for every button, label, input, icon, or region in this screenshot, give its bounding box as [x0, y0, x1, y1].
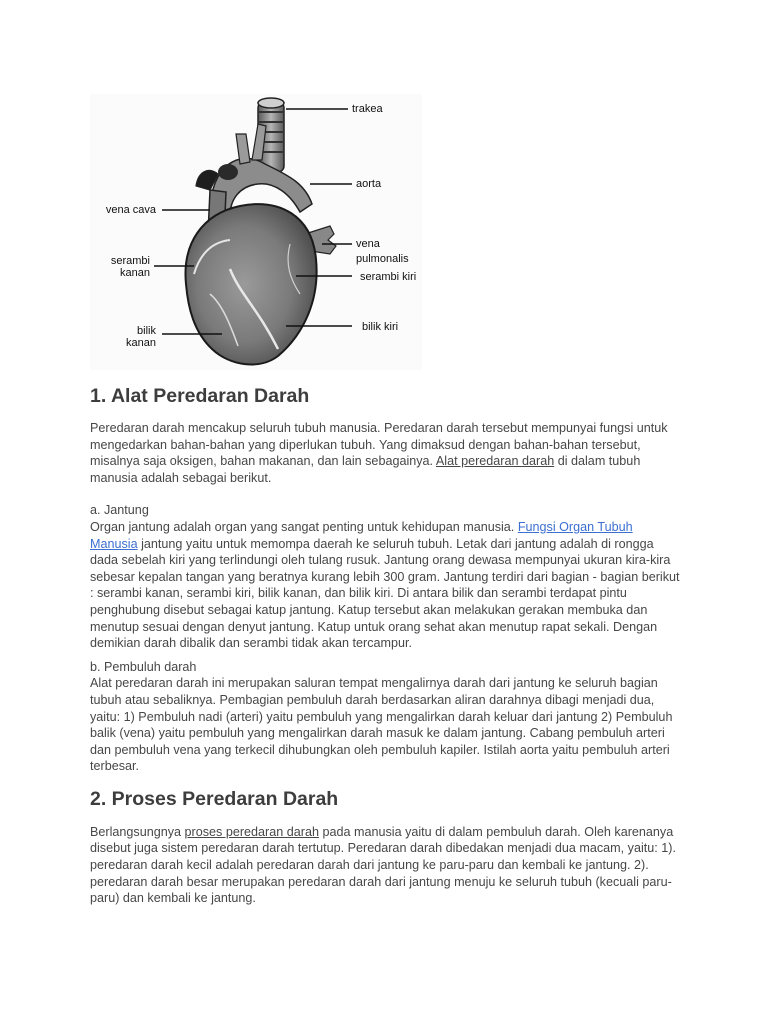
label-trakea: trakea	[352, 103, 383, 115]
article-body	[90, 384, 680, 907]
label-vena-pulmonalis-line2: pulmonalis	[356, 253, 409, 265]
label-serambi-kiri: serambi kiri	[360, 271, 417, 283]
label-bilik-kanan-line1: bilik	[137, 325, 156, 337]
label-serambi-kanan-line2: kanan	[120, 267, 150, 279]
jantung-paragraph	[90, 519, 680, 652]
label-bilik-kanan-line2: kanan	[126, 337, 156, 349]
fungsi-organ-tubuh-link[interactable]: Fungsi Organ Tubuh Manusia	[90, 519, 633, 551]
heart-illustration	[90, 94, 422, 370]
section-heading-proses-peredaran-darah: 2. Proses Peredaran Darah	[90, 787, 339, 810]
alat-peredaran-darah-link[interactable]: Alat peredaran darah	[435, 454, 555, 469]
label-vena-cava: vena cava	[105, 204, 156, 216]
jantung-text-before: Organ jantung adalah organ yang sangat penting untuk kehidupan manusia.	[90, 519, 518, 534]
intro-text-after: di dalam tubuh manusia adalah sebagai berikut.	[90, 454, 641, 485]
label-bilik-kiri: bilik kiri	[362, 321, 399, 333]
proses-text-before: Berlangsungnya	[90, 824, 185, 839]
pembuluh-paragraph: Alat peredaran darah ini merupakan saluran tempat mengalirnya darah dari jantung ke seluruh bagian tubuh atau sebaliknya. Pembagian pembuluh darah berdasarkan aliran darahnya dibagi menjadi dua, yaitu: 1) Pembuluh nadi (arteri) yaitu pembuluh yang mengalirkan darah keluar dari jantung 2) Pembuluh balik (vena) yaitu pembuluh yang mengalirkan darah masuk ke dalam jantung. Cabang pembuluh arteri dan pembuluh vena yang terkecil dihubungkan oleh pembuluh kapiler. Istilah aorta yaitu pembuluh arteri terbesar.	[90, 676, 673, 774]
intro-paragraph	[90, 420, 680, 486]
proses-paragraph	[90, 824, 680, 907]
label-serambi-kanan-line1: serambi	[110, 255, 150, 267]
jantung-text-after: jantung yaitu untuk memompa daerah ke seluruh tubuh. Letak dari jantung adalah di rongga dada sebelah kiri yang terlindungi oleh tulang rusuk. Jantung orang dewasa mempunyai ukuran kira-kira sebesar kepalan tangan yang beratnya kurang lebih 300 gram. Jantung terdiri dari bagian - bagian berikut : serambi kanan, serambi kiri, bilik kanan, dan bilik kiri. Di antara bilik dan serambi terdapat pintu penghubung disebut sebagai katup jantung. Katup tersebut akan melakukan gerakan membuka dan menutup sesuai dengan denyut jantung. Katup untuk orang sehat akan menutup rapat sekali. Dengan demikian darah dibalik dan serambi tidak akan tercampur.	[90, 536, 680, 651]
proses-text-after: pada manusia yaitu di dalam pembuluh darah. Oleh karenanya disebut juga sistem peredaran darah tertutup. Peredaran darah dibedakan menjadi dua macam, yaitu: 1). peredaran darah kecil adalah peredaran darah dari jantung ke paru-paru dan kembali ke jantung. 2). peredaran darah besar merupakan peredaran darah dari jantung menuju ke seluruh tubuh (kecuali paru-paru) dan kembali ke jantung.	[90, 824, 676, 906]
heart-body-shape	[185, 204, 316, 364]
section-heading-alat-peredaran-darah: 1. Alat Peredaran Darah	[90, 385, 310, 407]
label-vena-pulmonalis-line1: vena	[356, 238, 380, 250]
proses-peredaran-darah-link[interactable]: proses peredaran darah	[184, 824, 319, 839]
subheading-pembuluh-darah: b. Pembuluh darah	[90, 659, 197, 674]
intro-text-before: Peredaran darah mencakup seluruh tubuh manusia. Peredaran darah tersebut mempunyai fungsi untuk mengedarkan bahan-bahan yang diperlukan tubuh. Yang dimaksud dengan bahan-bahan tersebut, misalnya saja oksigen, bahan makanan, dan lain sebagainya.	[90, 421, 668, 469]
heart-diagram	[90, 94, 422, 370]
label-aorta: aorta	[356, 178, 382, 190]
subheading-jantung: a. Jantung	[90, 503, 149, 518]
